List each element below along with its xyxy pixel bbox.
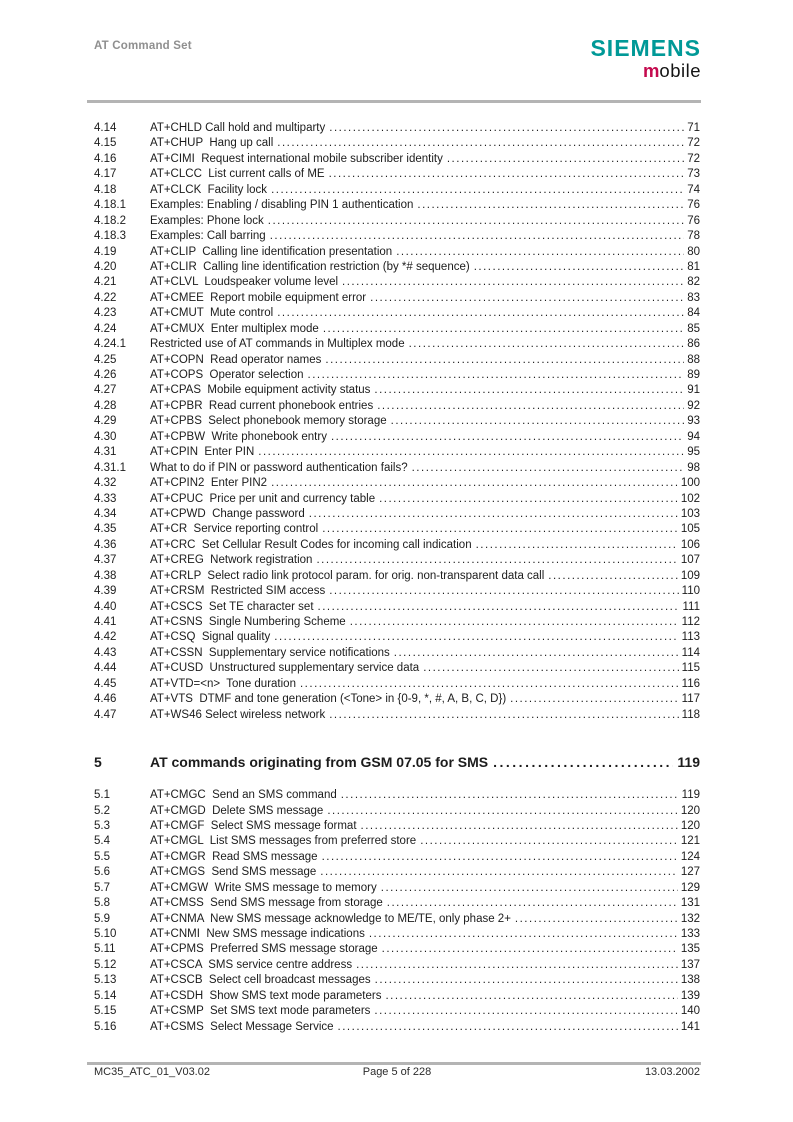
toc-entry-number: 5.1: [94, 789, 110, 802]
dot-leader: [361, 819, 678, 834]
toc-entry-number: 5.6: [94, 866, 110, 879]
toc-entry-number: 4.31: [94, 446, 117, 459]
toc-entry-number: 4.28: [94, 399, 117, 412]
toc-entry-title: AT+VTS DTMF and tone generation (<Tone> in {0-9, *, #, A, B, C, D}): [150, 693, 507, 706]
toc-entry-title: AT+CIMI Request international mobile subscriber identity: [150, 152, 443, 165]
toc-chapter-page: 119: [677, 754, 700, 771]
toc-entry-title: AT+CRSM Restricted SIM access: [150, 585, 326, 598]
toc-entry-number: 5.7: [94, 881, 110, 894]
toc-entry[interactable]: [94, 414, 700, 429]
toc-entry-title: AT+CMGW Write SMS message to memory: [150, 881, 377, 894]
toc-entry-title: AT+CR Service reporting control: [150, 523, 319, 536]
toc-entry-title: AT+CLCK Facility lock: [150, 183, 268, 196]
toc-entry-title: AT+CMSS Send SMS message from storage: [150, 897, 383, 910]
toc-entry[interactable]: [94, 214, 700, 229]
toc-entry-page: 85: [687, 322, 700, 335]
toc-entry-page: 137: [680, 958, 700, 971]
toc-entry-title: Examples: Enabling / disabling PIN 1 authentication: [150, 199, 414, 212]
toc-entry-number: 4.25: [94, 353, 117, 366]
toc-entry-page: 124: [680, 850, 700, 863]
toc-entry-title: AT+CUSD Unstructured supplementary service data: [150, 662, 420, 675]
dot-leader: [325, 353, 684, 368]
toc-entry-number: 5.12: [94, 958, 117, 971]
toc-entry[interactable]: [94, 958, 700, 973]
toc-entry[interactable]: [94, 152, 700, 167]
toc-entry-title: AT+CSDH Show SMS text mode parameters: [150, 989, 382, 1002]
toc-entry-page: 118: [681, 708, 700, 721]
toc-entry-page: 120: [680, 819, 700, 832]
toc-entry-page: 111: [682, 600, 700, 613]
dot-leader: [374, 1004, 677, 1019]
toc-entry[interactable]: [94, 615, 700, 630]
toc-entry[interactable]: [94, 322, 700, 337]
toc-entry-page: 133: [680, 928, 700, 940]
toc-entry-title: AT+CSSN Supplementary service notifications: [150, 646, 390, 659]
toc-entry-number: 4.20: [94, 260, 117, 273]
toc-entry[interactable]: [94, 167, 700, 182]
toc-entry-title: AT+CPWD Change password: [150, 507, 305, 520]
toc-entry-number: 4.39: [94, 585, 117, 598]
toc-entry-page: 139: [680, 989, 700, 1002]
toc-entry-number: 4.35: [94, 523, 117, 536]
toc-entry-page: 82: [687, 276, 700, 289]
toc-entry-page: 110: [681, 585, 700, 598]
toc-entry-number: 4.18.2: [94, 214, 126, 227]
toc-entry-page: 94: [687, 430, 700, 443]
toc-entry-number: 4.34: [94, 507, 117, 520]
dot-leader: [329, 121, 684, 136]
toc-entry[interactable]: [94, 788, 700, 803]
toc-entry-number: 4.32: [94, 477, 117, 490]
toc-entry-number: 4.24: [94, 322, 117, 335]
siemens-mobile-logo: [590, 36, 701, 80]
toc-entry[interactable]: [94, 584, 700, 599]
toc-entry-page: 95: [687, 446, 700, 459]
toc-entry-number: 4.24.1: [94, 338, 126, 351]
dot-leader: [510, 692, 679, 707]
toc-entry-number: 5.14: [94, 989, 117, 1002]
toc-entry[interactable]: [94, 136, 700, 151]
dot-leader: [515, 912, 678, 927]
toc-entry-page: 86: [687, 338, 700, 351]
toc-entry-title: AT+COPN Read operator names: [150, 353, 322, 366]
toc-entry-number: 5.9: [94, 912, 110, 925]
toc-entry-page: 83: [687, 291, 700, 304]
dot-leader: [476, 538, 678, 553]
toc-entry[interactable]: [94, 461, 700, 476]
toc-entry-page: 135: [680, 943, 700, 956]
toc-entry-title: AT+CMGR Read SMS message: [150, 850, 318, 863]
toc-entry-title: AT+CNMI New SMS message indications: [150, 928, 365, 940]
toc-entry-page: 117: [681, 693, 700, 706]
toc-entry-title: AT+CPMS Preferred SMS message storage: [150, 943, 378, 956]
toc-entry[interactable]: [94, 306, 700, 321]
toc-entry-title: AT+CMGS Send SMS message: [150, 866, 317, 879]
mobile-wordmark-rest: obile: [659, 60, 701, 81]
toc-entry-page: 72: [687, 137, 700, 150]
toc-entry[interactable]: [94, 492, 700, 507]
toc-entry-page: 112: [681, 616, 700, 628]
toc-entry-number: 5.8: [94, 897, 110, 910]
toc-entry-page: 119: [681, 789, 700, 802]
toc-entry-number: 4.44: [94, 662, 117, 675]
dot-leader: [387, 896, 678, 911]
toc-entry-number: 4.37: [94, 554, 117, 567]
toc-entry-page: 129: [680, 881, 700, 894]
toc-entry-page: 109: [680, 569, 700, 582]
toc-entry[interactable]: [94, 399, 700, 414]
toc-chapter-number: 5: [94, 754, 102, 771]
toc-entry-title: Examples: Call barring: [150, 230, 266, 243]
footer-divider: [87, 1062, 701, 1065]
toc-entry-page: 103: [680, 507, 700, 520]
toc-entry[interactable]: [94, 896, 700, 911]
toc-chapter-title: AT commands originating from GSM 07.05 for SMS: [150, 754, 489, 771]
toc-entry[interactable]: [94, 121, 700, 136]
dot-leader: [420, 834, 678, 849]
toc-entry-number: 5.11: [94, 943, 116, 956]
dot-leader: [350, 615, 679, 630]
toc-entry-page: 98: [687, 461, 700, 474]
toc-entry-title: AT+CHLD Call hold and multiparty: [150, 122, 326, 134]
mobile-wordmark: [590, 61, 701, 80]
toc-entry-title: AT+CRLP Select radio link protocol param. for orig. non-transparent data call: [150, 569, 545, 582]
toc-entry-page: 73: [687, 168, 700, 181]
toc-entry-title: AT+CMGC Send an SMS command: [150, 789, 337, 802]
toc-entry-page: 113: [681, 631, 700, 644]
toc-entry-number: 4.43: [94, 646, 117, 659]
toc-entry-page: 140: [680, 1005, 700, 1018]
dot-leader: [391, 414, 685, 429]
toc-entry-title: AT+CPBS Select phonebook memory storage: [150, 415, 387, 428]
toc-entry-number: 4.46: [94, 693, 117, 706]
toc-entry[interactable]: [94, 476, 700, 491]
toc-entry-title: AT+CMUX Enter multiplex mode: [150, 322, 319, 335]
dot-leader: [323, 322, 684, 337]
toc-entry-number: 4.26: [94, 369, 117, 381]
toc-entry-number: 4.29: [94, 415, 117, 428]
toc-entry[interactable]: [94, 865, 700, 880]
toc-entry-page: 93: [687, 415, 700, 428]
toc-entry[interactable]: [94, 553, 700, 568]
document-header-title: AT Command Set: [94, 40, 192, 52]
toc-entry-number: 4.17: [94, 168, 117, 181]
dot-leader: [338, 1020, 678, 1035]
toc-entry-page: 115: [681, 662, 700, 675]
footer-date: 13.03.2002: [644, 1066, 700, 1078]
toc-entry-page: 114: [681, 646, 700, 659]
toc-entry-page: 100: [680, 477, 700, 490]
dot-leader: [474, 260, 684, 275]
dot-leader: [271, 183, 684, 198]
dot-leader: [342, 275, 684, 290]
toc-entry-page: 76: [687, 214, 700, 227]
siemens-wordmark: SIEMENS: [590, 35, 701, 61]
dot-leader: [274, 630, 678, 645]
mobile-wordmark-m: m: [642, 60, 660, 81]
toc-entry[interactable]: [94, 973, 700, 988]
toc-entry-title: AT+CMGD Delete SMS message: [150, 804, 324, 817]
footer-doc-id: MC35_ATC_01_V03.02: [94, 1066, 210, 1078]
toc-entry-page: 81: [687, 260, 700, 273]
toc-entry-page: 116: [681, 677, 700, 690]
toc-entry-title: AT+CLIR Calling line identification restriction (by *# sequence): [150, 260, 470, 273]
dot-leader: [548, 569, 678, 584]
toc-entry[interactable]: [94, 522, 700, 537]
toc-section-4-list: [94, 121, 700, 723]
dot-leader: [379, 492, 678, 507]
dot-leader: [318, 600, 680, 615]
dot-leader: [320, 865, 678, 880]
toc-entry-number: 4.18: [94, 183, 117, 196]
toc-entry[interactable]: [94, 507, 700, 522]
header-divider: [87, 100, 701, 103]
toc-entry-title: AT+CPIN2 Enter PIN2: [150, 477, 268, 490]
dot-leader: [447, 152, 684, 167]
dot-leader: [341, 788, 679, 803]
dot-leader: [381, 881, 678, 896]
toc-entry[interactable]: [94, 569, 700, 584]
toc-entry-number: 4.41: [94, 616, 117, 628]
dot-leader: [308, 368, 685, 383]
dot-leader: [396, 245, 684, 260]
dot-leader: [369, 927, 678, 942]
dot-leader: [412, 461, 685, 476]
toc-entry-page: 127: [680, 866, 700, 879]
dot-leader: [374, 383, 684, 398]
dot-leader: [394, 646, 679, 661]
toc-entry-number: 5.5: [94, 850, 110, 863]
toc-entry-number: 4.18.3: [94, 230, 126, 243]
toc-entry[interactable]: [94, 353, 700, 368]
toc-entry-number: 5.16: [94, 1020, 117, 1033]
toc-entry-page: 91: [687, 384, 700, 397]
toc-entry-title: AT+CPBR Read current phonebook entries: [150, 399, 374, 412]
dot-leader: [322, 522, 678, 537]
toc-entry[interactable]: [94, 630, 700, 645]
toc-entry[interactable]: [94, 692, 700, 707]
toc-entry-title: AT+CSQ Signal quality: [150, 631, 271, 644]
toc-entry-title: AT+CHUP Hang up call: [150, 137, 274, 150]
toc-entry-title: AT+CMEE Report mobile equipment error: [150, 291, 367, 304]
toc-entry-page: 107: [680, 554, 700, 567]
toc-entry-page: 84: [687, 307, 700, 320]
dot-leader: [322, 850, 678, 865]
dot-leader: [329, 167, 685, 182]
toc-entry-title: AT+VTD=<n> Tone duration: [150, 677, 296, 690]
toc-entry-number: 4.14: [94, 122, 117, 134]
toc-entry[interactable]: [94, 183, 700, 198]
toc-section-5-list: [94, 788, 700, 1035]
toc-entry-page: 78: [687, 230, 700, 243]
dot-leader: [268, 214, 684, 229]
dot-leader: [329, 584, 678, 599]
dot-leader: [356, 958, 678, 973]
toc-entry-title: AT+CSCS Set TE character set: [150, 600, 314, 613]
toc-entry[interactable]: [94, 850, 700, 865]
dot-leader: [493, 753, 673, 772]
toc-entry[interactable]: [94, 1004, 700, 1019]
dot-leader: [327, 804, 678, 819]
toc-entry-number: 4.45: [94, 677, 117, 690]
toc-entry-number: 4.38: [94, 569, 117, 582]
toc-entry-title: AT+CMGL List SMS messages from preferred store: [150, 835, 417, 848]
toc-entry[interactable]: [94, 430, 700, 445]
toc-entry[interactable]: [94, 445, 700, 460]
toc-entry[interactable]: [94, 834, 700, 849]
dot-leader: [329, 708, 678, 723]
toc-entry-title: AT+CSNS Single Numbering Scheme: [150, 616, 346, 628]
toc-entry[interactable]: [94, 708, 700, 723]
dot-leader: [382, 942, 678, 957]
dot-leader: [316, 553, 677, 568]
toc-entry-number: 4.47: [94, 708, 117, 721]
toc-entry-title: AT+CSMS Select Message Service: [150, 1020, 334, 1033]
toc-entry[interactable]: [94, 275, 700, 290]
toc-entry[interactable]: [94, 677, 700, 692]
toc-chapter-heading[interactable]: [94, 753, 700, 772]
toc-entry-page: 120: [680, 804, 700, 817]
dot-leader: [370, 291, 684, 306]
toc-entry-title: AT+CREG Network registration: [150, 554, 313, 567]
toc-entry-number: 4.36: [94, 538, 117, 551]
toc-entry-title: What to do if PIN or password authentication fails?: [150, 461, 408, 474]
toc-entry[interactable]: [94, 819, 700, 834]
toc-entry-page: 141: [680, 1020, 700, 1033]
toc-entry[interactable]: [94, 337, 700, 352]
toc-entry-number: 5.10: [94, 928, 117, 940]
footer-page-info: Page 5 of 228: [362, 1066, 432, 1078]
toc-entry-title: Restricted use of AT commands in Multiplex mode: [150, 338, 405, 351]
toc-entry[interactable]: [94, 383, 700, 398]
toc-entry-page: 105: [680, 523, 700, 536]
toc-entry-page: 102: [680, 492, 700, 505]
toc-entry-page: 131: [680, 897, 700, 910]
toc-entry-page: 80: [687, 245, 700, 258]
toc-entry[interactable]: [94, 600, 700, 615]
toc-entry-title: AT+CPBW Write phonebook entry: [150, 430, 327, 443]
toc-entry-page: 138: [680, 974, 700, 987]
dot-leader: [417, 198, 684, 213]
toc-entry[interactable]: [94, 368, 700, 383]
toc-entry-number: 4.30: [94, 430, 117, 443]
toc-entry-number: 4.18.1: [94, 199, 126, 212]
toc-entry[interactable]: [94, 881, 700, 896]
toc-entry-number: 4.42: [94, 631, 117, 644]
toc-entry-title: AT+CMGF Select SMS message format: [150, 819, 357, 832]
dot-leader: [375, 973, 678, 988]
toc-entry[interactable]: [94, 661, 700, 676]
toc-entry-page: 121: [680, 835, 700, 848]
toc-entry[interactable]: [94, 1020, 700, 1035]
toc-entry-title: AT+CSMP Set SMS text mode parameters: [150, 1005, 371, 1018]
toc-entry-title: AT+CRC Set Cellular Result Codes for incoming call indication: [150, 538, 472, 551]
dot-leader: [377, 399, 684, 414]
toc-entry[interactable]: [94, 245, 700, 260]
toc-entry-number: 5.3: [94, 819, 110, 832]
toc-entry-title: AT+WS46 Select wireless network: [150, 708, 326, 721]
toc-entry-number: 4.21: [94, 276, 117, 289]
toc-entry[interactable]: [94, 989, 700, 1004]
toc-entry-page: 92: [687, 399, 700, 412]
toc-entry-page: 74: [687, 183, 700, 196]
toc-entry-page: 72: [687, 152, 700, 165]
toc-entry-title: AT+CLVL Loudspeaker volume level: [150, 276, 339, 289]
toc-entry-title: AT+CNMA New SMS message acknowledge to ME/TE, only phase 2+: [150, 912, 511, 925]
dot-leader: [270, 229, 685, 244]
toc-entry[interactable]: [94, 912, 700, 927]
toc-entry[interactable]: [94, 942, 700, 957]
toc-entry-number: 4.33: [94, 492, 117, 505]
toc-entry-page: 106: [680, 538, 700, 551]
toc-entry-number: 4.27: [94, 384, 117, 397]
toc-entry-number: 4.16: [94, 152, 117, 165]
toc-entry-title: AT+CPIN Enter PIN: [150, 446, 255, 459]
toc-entry-page: 88: [687, 353, 700, 366]
toc-entry-page: 132: [680, 912, 700, 925]
dot-leader: [331, 430, 684, 445]
toc-entry[interactable]: [94, 229, 700, 244]
toc-entry-number: 4.40: [94, 600, 117, 613]
toc-entry[interactable]: [94, 291, 700, 306]
toc-entry-number: 5.2: [94, 804, 110, 817]
toc-entry-title: AT+COPS Operator selection: [150, 369, 304, 381]
toc-entry-page: 71: [687, 122, 700, 134]
toc-entry-number: 4.15: [94, 137, 117, 150]
dot-leader: [423, 661, 678, 676]
dot-leader: [385, 989, 677, 1004]
dot-leader: [258, 445, 684, 460]
toc-entry-title: Examples: Phone lock: [150, 214, 264, 227]
toc-entry-number: 5.13: [94, 974, 117, 987]
toc-entry[interactable]: [94, 198, 700, 213]
toc-entry-number: 4.22: [94, 291, 117, 304]
toc-entry-number: 5.4: [94, 835, 110, 848]
toc-entry-title: AT+CSCA SMS service centre address: [150, 958, 353, 971]
toc-entry-title: AT+CLCC List current calls of ME: [150, 168, 325, 181]
dot-leader: [309, 507, 678, 522]
toc-entry-number: 4.23: [94, 307, 117, 320]
toc-entry[interactable]: [94, 927, 700, 942]
toc-entry-number: 4.19: [94, 245, 117, 258]
dot-leader: [300, 677, 679, 692]
toc-entry-title: AT+CPUC Price per unit and currency table: [150, 492, 376, 505]
toc-entry-title: AT+CPAS Mobile equipment activity status: [150, 384, 371, 397]
toc-entry-page: 89: [687, 369, 700, 381]
dot-leader: [277, 136, 684, 151]
toc-entry-title: AT+CLIP Calling line identification presentation: [150, 245, 393, 258]
toc-entry[interactable]: [94, 260, 700, 275]
table-of-contents: [94, 121, 700, 1035]
dot-leader: [271, 476, 678, 491]
toc-entry[interactable]: [94, 646, 700, 661]
toc-entry-page: 76: [687, 199, 700, 212]
toc-entry[interactable]: [94, 538, 700, 553]
dot-leader: [277, 306, 684, 321]
dot-leader: [409, 337, 685, 352]
toc-entry-title: AT+CSCB Select cell broadcast messages: [150, 974, 371, 987]
toc-entry-number: 5.15: [94, 1005, 117, 1018]
toc-entry-title: AT+CMUT Mute control: [150, 307, 274, 320]
toc-entry[interactable]: [94, 804, 700, 819]
page-footer: [94, 1066, 700, 1078]
toc-entry-number: 4.31.1: [94, 461, 126, 474]
